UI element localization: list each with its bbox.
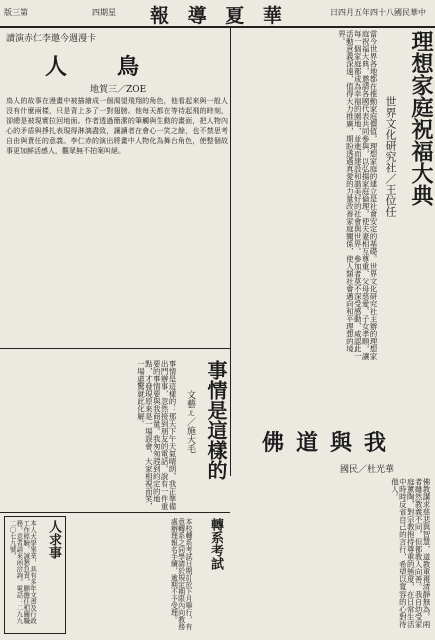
bird-man-byline: 地賀三／ZOE bbox=[90, 85, 147, 95]
ideal-family-byline: 世界文化研究社／王位任 bbox=[384, 96, 397, 217]
buddha-article-title: 佛道與我 bbox=[262, 430, 399, 456]
bird-man-title: 人 鳥 bbox=[45, 54, 154, 80]
story-body: 事情是這樣的：那天下午天氣晴朗，我正準備出門辦事，忽然接到朋友的電話，說有一件重要的事情要與我商量。我匆匆趕到約定的地點，才發現原來是一場誤會，大家相視而笑，一場虛驚就此化解。 bbox=[136, 360, 177, 510]
section-divider bbox=[0, 348, 230, 349]
bird-man-body: 鳥人的故事在漫畫中被描繪成一個渴望飛翔的角色，他看起來與一般人沒有什麼兩樣，只是背上多了一對翅膀。他每天都在等待起飛的時刻，卻總是被現實拉回地面。作者透過簡潔的筆觸與生動的畫面，把人物內心的矛盾與掙扎表現得淋漓盡致，讓讀者在會心一笑之餘，也不禁思考自由與責任的意義。李仁赤的演出將畫中人物化為舞台角色，使整個故事更加鮮活感人，觀眾無不拍案叫絕。 bbox=[6, 97, 228, 155]
page-header bbox=[0, 0, 435, 28]
bird-man-subtitle: 讀演赤仁李邀今週漫卡 bbox=[6, 34, 97, 44]
classified-body: 本人大學畢業，具有多年文書及行政工作經驗，誠懇負責，願擔任相關職務。意者請來函洽詢。電話：二九九二〇七九號。 bbox=[8, 520, 37, 624]
section-divider bbox=[0, 512, 230, 513]
column-divider bbox=[230, 28, 231, 476]
story-byline: 文藝ㄦ／施大毛 bbox=[185, 390, 195, 453]
ideal-family-body: 當今世界各地都在推動家庭價值，理想家庭的建立是社會安定的基礎。世界文化研究社主辦的理想家庭祝福大典，邀請各國代表共同參與，以弘揚家庭倫理，使夫妻相互尊重、父母慈愛、子女孝順，讓每一個家庭都成為幸福的園地，並進而建設和諧美好的社會與世界。參加者莫不深受感動，咸認此一活動意義深遠，值得大力推廣，期盼透過真愛的力量改善家庭關係，使人類社會邁向和平理想的境界。 bbox=[337, 30, 378, 360]
page-label: 版三第 bbox=[4, 8, 28, 17]
buddha-article-body: 佛教講求慈悲與智慧，道教重視清靜無為，兩者雖然教義不同，但都教人向善。我自幼受家庭薰陶，對宗教抱持尊重的態度，在日常生活中時時反省自己的言行，希望以寬容的心對待他人。 bbox=[390, 478, 431, 628]
date-label: 日四月五年四十八國民華中 bbox=[330, 8, 426, 17]
buddha-article-byline: 國民／杜光華 bbox=[340, 465, 395, 475]
masthead: 報 導 夏 華 bbox=[150, 5, 288, 27]
ideal-family-title: 理想家庭祝福大典 bbox=[408, 30, 434, 206]
exam-title: 轉系考試 bbox=[208, 518, 223, 570]
exam-body: 本校轉系考試日期訂於下月舉行，有意轉系之同學請於規定期限內向教務處辦理報名手續，逾期不予受理。 bbox=[170, 518, 193, 630]
weekday-label: 四期星 bbox=[92, 8, 116, 17]
classified-title: 人求事 bbox=[46, 520, 61, 559]
story-title: 事情是這樣的 bbox=[204, 360, 228, 480]
